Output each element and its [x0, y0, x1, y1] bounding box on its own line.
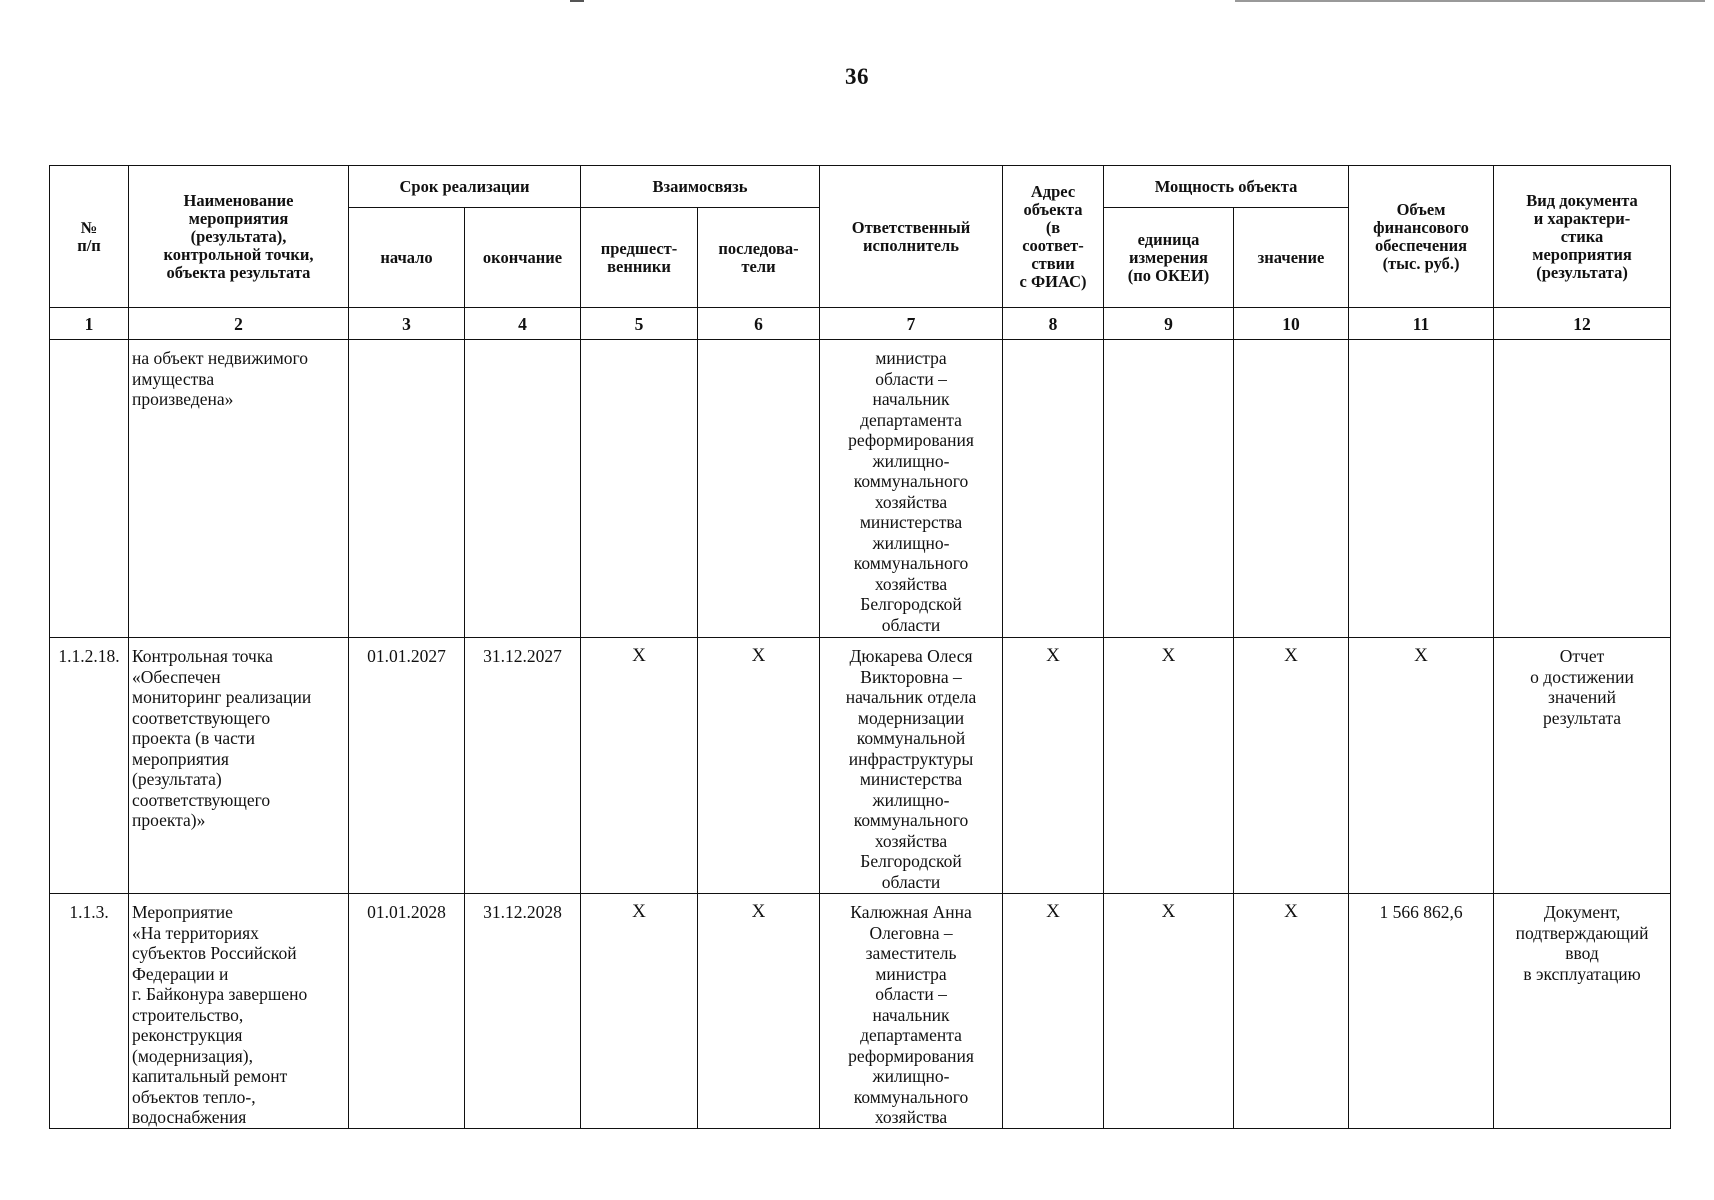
column-number: 6: [698, 308, 820, 340]
row-responsible: Дюкарева Олеся Викторовна – начальник отдела модернизации коммунальной инфраструктуры министерства жилищно- коммунального хозяйства Белгородской области: [820, 638, 1003, 894]
header-address: Адрес объекта (в соответ- ствии с ФИАС): [1003, 166, 1104, 308]
column-number: 8: [1003, 308, 1104, 340]
column-number: 3: [349, 308, 465, 340]
table-body: [50, 340, 1671, 1129]
header-term: Срок реализации: [349, 166, 581, 208]
row-start-date: 01.01.2027: [349, 638, 465, 894]
row-address: X: [1003, 894, 1104, 1129]
column-number: 4: [465, 308, 581, 340]
header-document: Вид документа и характери- стика мероприятия (результата): [1494, 166, 1671, 308]
row-value: [1234, 340, 1349, 638]
row-value: X: [1234, 894, 1349, 1129]
row-start-date: 01.01.2028: [349, 894, 465, 1129]
row-predecessors: X: [581, 894, 698, 1129]
header-term-start: начало: [349, 208, 465, 308]
row-finance: 1 566 862,6: [1349, 894, 1494, 1129]
row-start-date: [349, 340, 465, 638]
header-link-prev: предшест- венники: [581, 208, 698, 308]
header-link-next: последова- тели: [698, 208, 820, 308]
table-row: [50, 638, 1671, 894]
row-finance: [1349, 340, 1494, 638]
header-finance: Объем финансового обеспечения (тыс. руб.): [1349, 166, 1494, 308]
header-responsible: Ответственный исполнитель: [820, 166, 1003, 308]
column-number-row: [50, 308, 1671, 340]
row-unit: X: [1104, 894, 1234, 1129]
column-number: 7: [820, 308, 1003, 340]
row-responsible: Калюжная Анна Олеговна – заместитель министра области – начальник департамента реформирования жилищно- коммунального хозяйства: [820, 894, 1003, 1129]
row-name: Контрольная точка «Обеспечен мониторинг реализации соответствующего проекта (в части мероприятия (результата) соответствующего проекта)»: [129, 638, 349, 894]
column-number: 12: [1494, 308, 1671, 340]
row-document: Отчет о достижении значений результата: [1494, 638, 1671, 894]
row-successors: [698, 340, 820, 638]
row-value: X: [1234, 638, 1349, 894]
row-end-date: 31.12.2027: [465, 638, 581, 894]
row-predecessors: X: [581, 638, 698, 894]
row-number: [50, 340, 129, 638]
header-link: Взаимосвязь: [581, 166, 820, 208]
column-number: 9: [1104, 308, 1234, 340]
row-document: [1494, 340, 1671, 638]
column-number: 2: [129, 308, 349, 340]
table-row: [50, 894, 1671, 1129]
table-row: [50, 340, 1671, 638]
header-power-unit: единица измерения (по ОКЕИ): [1104, 208, 1234, 308]
row-number: 1.1.3.: [50, 894, 129, 1129]
scan-edge-mark-right: [1235, 0, 1705, 2]
row-unit: [1104, 340, 1234, 638]
row-name: Мероприятие «На территориях субъектов Российской Федерации и г. Байконура завершено строительство, реконструкция (модернизация), капитальный ремонт объектов тепло-, водоснабжения: [129, 894, 349, 1129]
column-number: 11: [1349, 308, 1494, 340]
row-successors: X: [698, 638, 820, 894]
row-successors: X: [698, 894, 820, 1129]
row-document: Документ, подтверждающий ввод в эксплуатацию: [1494, 894, 1671, 1129]
row-name: на объект недвижимого имущества произведена»: [129, 340, 349, 638]
header-number: № п/п: [50, 166, 129, 308]
header-power-value: значение: [1234, 208, 1349, 308]
column-number: 1: [50, 308, 129, 340]
header-power: Мощность объекта: [1104, 166, 1349, 208]
scan-edge-mark-left: [570, 0, 584, 2]
header-term-end: окончание: [465, 208, 581, 308]
page-number: 36: [845, 64, 869, 89]
column-number: 5: [581, 308, 698, 340]
row-address: X: [1003, 638, 1104, 894]
row-responsible: министра области – начальник департамента реформирования жилищно- коммунального хозяйства министерства жилищно- коммунального хозяйства Белгородской области: [820, 340, 1003, 638]
row-unit: X: [1104, 638, 1234, 894]
row-predecessors: [581, 340, 698, 638]
table-header: [50, 166, 1671, 340]
header-name: Наименование мероприятия (результата), контрольной точки, объекта результата: [129, 166, 349, 308]
row-end-date: [465, 340, 581, 638]
row-finance: X: [1349, 638, 1494, 894]
column-number: 10: [1234, 308, 1349, 340]
row-end-date: 31.12.2028: [465, 894, 581, 1129]
row-address: [1003, 340, 1104, 638]
measures-table: [49, 165, 1671, 1129]
row-number: 1.1.2.18.: [50, 638, 129, 894]
